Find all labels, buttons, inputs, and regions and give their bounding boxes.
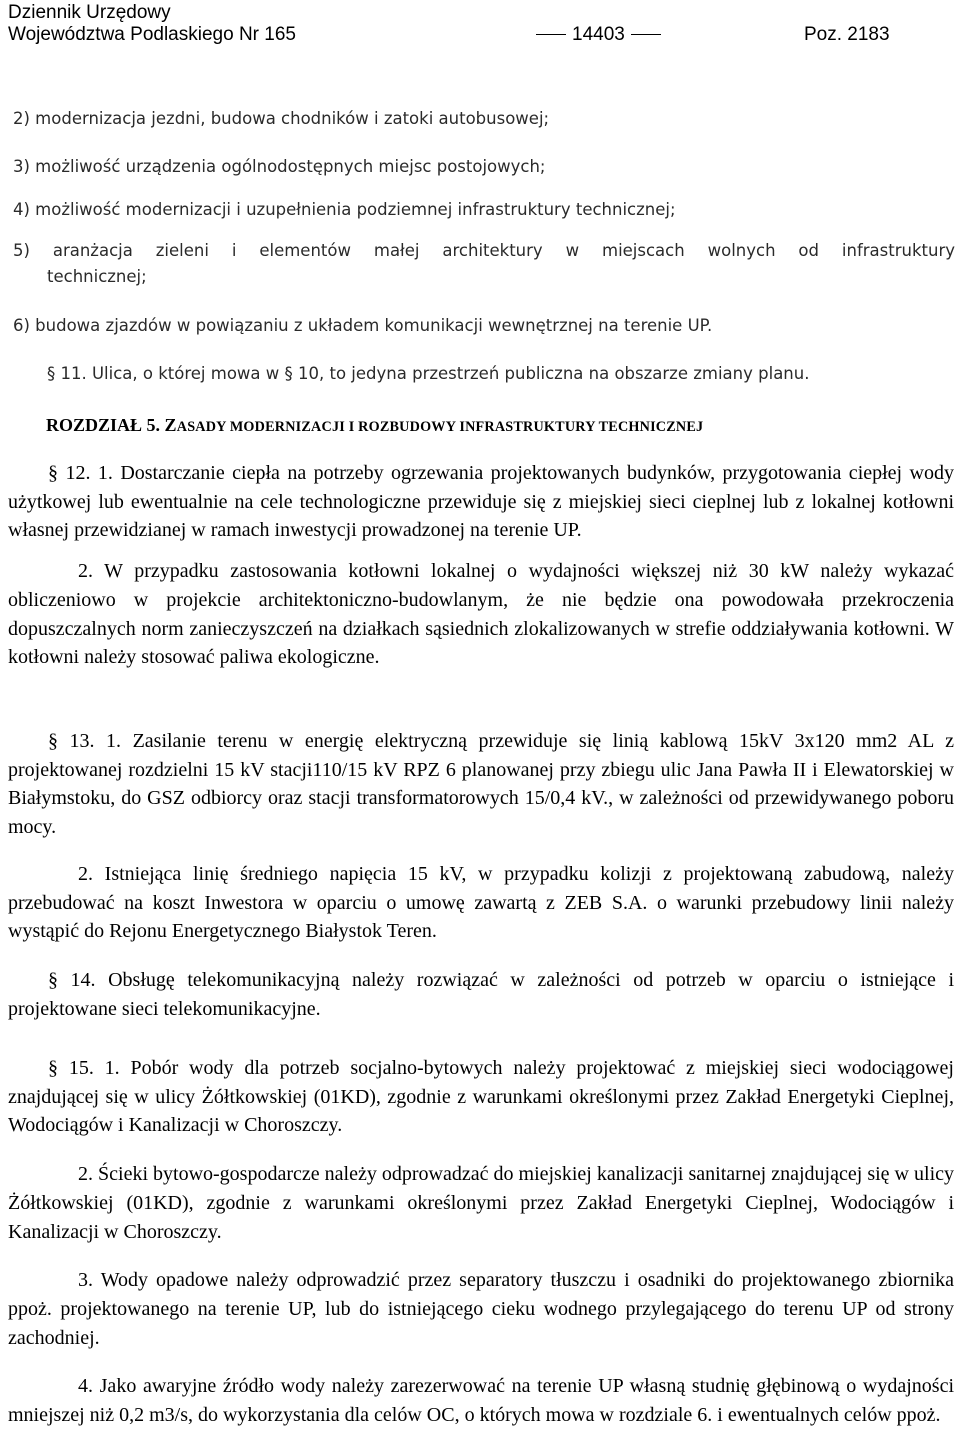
section-15-paragraph-4: 4. Jako awaryjne źródło wody należy zarezerwować na terenie UP własną studnię głębinową o wydajności mniejszej niż 0,2 m3/s, do wykorzystania dla celów OC, o których mowa w rozdziale 6. i ewentualnych celów ppoż. xyxy=(8,1375,954,1427)
page-number: 14403 xyxy=(572,24,625,45)
section-15-paragraph-1: § 15. 1. Pobór wody dla potrzeb socjalno-bytowych należy projektować z miejskiej sieci wodociągowej znajdującej się w ulicy Żółtkowskiej (01KD), zgodnie z warunkami określonymi przez Zakład Energetyki Cieplnej, Wodociągów i Kanalizacji w Choroszczy. xyxy=(8,1057,954,1137)
section-14-paragraph: § 14. Obsługę telekomunikacyjną należy rozwiązać w zależności od potrzeb w oparciu o istniejące i projektowane sieci telekomunikacyjne. xyxy=(8,969,954,1020)
list-item-5-line2: technicznej; xyxy=(47,267,147,286)
section-12-paragraph-1: § 12. 1. Dostarczanie ciepła na potrzeby ogrzewania projektowanych budynków, przygotowania ciepłej wody użytkowej lub ewentualnie na cele technologiczne przewiduje się z miejskiej sieci cieplnej lub z lokalnej kotłowni własnej przewidzianej w ramach inwestycji prowadzonej na terenie UP. xyxy=(8,462,954,542)
section-12 xyxy=(8,459,954,672)
section-13-paragraph-2: 2. Istniejąca linię średniego napięcia 15 kV, w przypadku kolizji z projektowaną zabudową, należy przebudować na koszt Inwestora w oparciu o umowę zawartą z ZEB S.A. o warunki przebudowy linii należy wystąpić do Rejonu Energetycznego Białystok Teren. xyxy=(8,862,954,943)
publication-title: Dziennik Urzędowy xyxy=(8,2,171,23)
list-item-5 xyxy=(13,238,955,290)
chapter-heading xyxy=(46,415,703,436)
page-number-block xyxy=(530,23,667,46)
section-13 xyxy=(8,727,954,946)
section-15-paragraph-3: 3. Wody opadowe należy odprowadzić przez separatory tłuszczu i osadniki do projektowanego zbiornika ppoż. projektowanego na terenie UP, lub do istniejącego cieku wodnego przylegającego do terenu UP od strony zachodniej. xyxy=(8,1269,954,1349)
section-14 xyxy=(8,966,954,1023)
list-item-2: 2) modernizacja jezdni, budowa chodników i zatoki autobusowej; xyxy=(13,109,550,128)
list-item-6: 6) budowa zjazdów w powiązaniu z układem komunikacji wewnętrznej na terenie UP. xyxy=(13,316,713,335)
position-label: Poz. 2183 xyxy=(804,24,890,45)
section-11: § 11. Ulica, o której mowa w § 10, to jedyna przestrzeń publiczna na obszarze zmiany planu. xyxy=(47,364,810,383)
chapter-title: ZASADY MODERNIZACJI I ROZBUDOWY INFRASTRUKTURY TECHNICZNEJ xyxy=(164,415,704,435)
section-15 xyxy=(8,1054,954,1430)
list-item-4: 4) możliwość modernizacji i uzupełnienia podziemnej infrastruktury technicznej; xyxy=(13,200,676,219)
issue-label: Województwa Podlaskiego Nr 165 xyxy=(8,24,296,45)
running-header xyxy=(8,23,952,46)
section-13-paragraph-1: § 13. 1. Zasilanie terenu w energię elektryczną przewiduje się linią kablową 15kV 3x120 mm2 AL z projektowanej rozdzielni 15 kV stacji110/15 kV RPZ 6 planowanej przy zbiegu ulic Jana Pawła II i Elewatorskiej w Białymstoku, do GSZ odbiorcy oraz stacji transformatorowych 15/0,4 kV., w zależności od przewidywanego poboru mocy. xyxy=(8,730,954,839)
list-item-5-line1: 5) aranżacja zieleni i elementów małej architektury w miejscach wolnych od infrastruktury xyxy=(13,241,955,260)
section-15-paragraph-2: 2. Ścieki bytowo-gospodarcze należy odprowadzać do miejskiej kanalizacji sanitarnej znajdującej się w ulicy Żółtkowskiej (01KD), zgodnie z warunkami określonymi przez Zakład Energetyki Cieplnej, Wodociągów i Kanalizacji w Choroszczy. xyxy=(8,1163,954,1243)
chapter-label: ROZDZIAŁ 5. xyxy=(46,415,161,435)
section-12-paragraph-2: 2. W przypadku zastosowania kotłowni lokalnej o wydajności większej niż 30 kW należy wykazać obliczeniowo w projekcie architektoniczno-budowlanym, że nie będzie ona powodowała przekroczenia dopuszczalnych norm zanieczyszczeń na działkach sąsiednich zlokalizowanych w strefie oddziaływania kotłowni. W kotłowni należy stosować paliwa ekologiczne. xyxy=(8,560,954,669)
list-item-3: 3) możliwość urządzenia ogólnodostępnych miejsc postojowych; xyxy=(13,157,546,176)
